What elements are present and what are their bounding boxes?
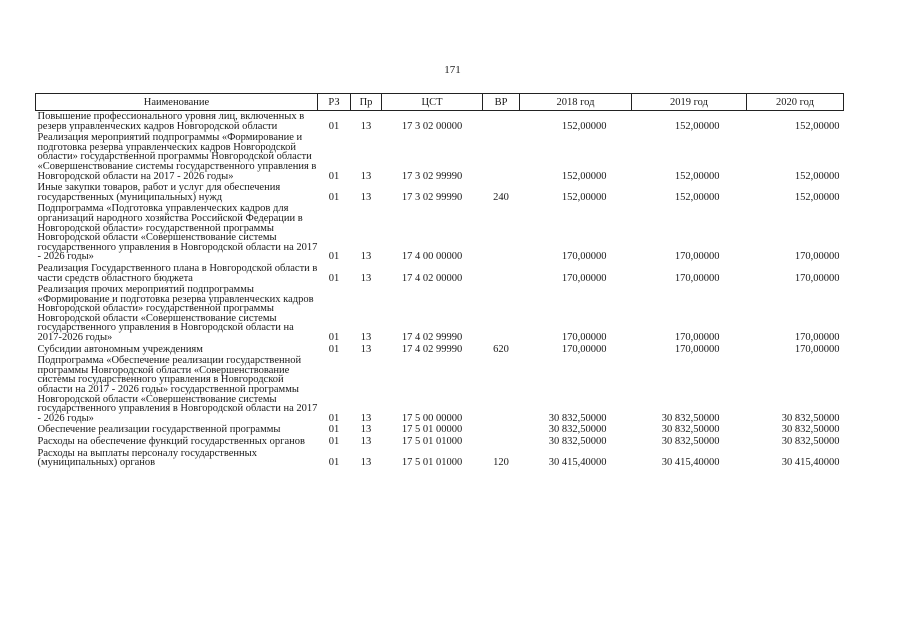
row-amount-2020: 30 832,50000: [781, 436, 840, 447]
row-rz: 01: [328, 272, 340, 284]
header-vr: ВР: [483, 94, 520, 111]
row-amount-2018: 30 832,50000: [548, 412, 607, 424]
table-row: [36, 355, 844, 424]
row-amount-2018: 152,00000: [561, 120, 607, 132]
row-pr: 13: [360, 436, 372, 447]
table-row: [36, 182, 844, 203]
row-amount-2018: 170,00000: [561, 272, 607, 284]
table-row: [36, 203, 844, 263]
table-row: [36, 132, 844, 182]
row-rz: 01: [328, 120, 340, 132]
row-pr: 13: [360, 457, 372, 469]
row-pr: 13: [360, 412, 372, 424]
row-name: Субсидии автономным учреждениям: [37, 343, 203, 355]
row-rz: 01: [328, 424, 340, 436]
row-amount-2018: 170,00000: [561, 343, 607, 355]
row-cst: 17 5 01 01000: [401, 457, 463, 469]
row-name: Реализация Государственного плана в Новгородской области в части средств областного бюджета: [37, 262, 318, 284]
header-pr: Пр: [351, 94, 382, 111]
row-name: Реализация мероприятий подпрограммы «Формирование и подготовка резерва управленческих кадров Новгородской области» государственной программы Новгородской области «Совершенствование системы государственного управления в Новгородской области на 2017 - 2026 годы»: [37, 132, 317, 182]
row-pr: 13: [360, 424, 372, 436]
row-amount-2020: 30 832,50000: [781, 424, 840, 436]
table-row: [36, 436, 844, 448]
header-name: Наименование: [36, 94, 318, 111]
row-amount-2019: 152,00000: [674, 170, 720, 182]
header-2019: 2019 год: [632, 94, 747, 111]
row-amount-2019: 30 832,50000: [661, 436, 720, 447]
row-cst: 17 4 02 99990: [401, 332, 463, 344]
row-cst: 17 4 02 99990: [401, 343, 463, 355]
header-2018: 2018 год: [520, 94, 632, 111]
row-amount-2020: 152,00000: [794, 191, 840, 203]
row-vr: 620: [493, 343, 509, 355]
header-rz: РЗ: [318, 94, 351, 111]
row-pr: 13: [360, 191, 372, 203]
row-name: Подпрограмма «Обеспечение реализации государственной программы Новгородской области «Совершенствование системы государственного управления в Новгородской области на 2017 - 2026 годы» государственной программы Новгородской области «Совершенствование системы государственного управления в Новгородской области на 2017 - 2026 годы»: [37, 355, 318, 424]
row-amount-2018: 30 415,40000: [548, 457, 607, 469]
row-vr: [483, 355, 520, 424]
row-vr: 120: [493, 457, 509, 469]
row-amount-2019: 30 832,50000: [661, 412, 720, 424]
row-rz: 01: [328, 170, 340, 182]
table-row: [36, 448, 844, 469]
row-amount-2020: 152,00000: [794, 170, 840, 182]
row-amount-2019: 170,00000: [674, 343, 720, 355]
row-vr: 240: [493, 191, 509, 203]
row-vr: [483, 436, 520, 448]
table-row: [36, 344, 844, 356]
table-row: [36, 424, 844, 436]
row-amount-2018: 30 832,50000: [548, 436, 607, 447]
header-cst: ЦСТ: [382, 94, 483, 111]
row-amount-2018: 30 832,50000: [548, 424, 607, 436]
row-amount-2019: 170,00000: [674, 272, 720, 284]
row-cst: 17 4 00 00000: [401, 251, 463, 263]
table-row: [36, 284, 844, 344]
row-amount-2020: 30 832,50000: [781, 412, 840, 424]
row-amount-2020: 170,00000: [794, 251, 840, 263]
row-rz: 01: [328, 457, 340, 469]
row-amount-2019: 152,00000: [674, 120, 720, 132]
row-vr: [483, 132, 520, 182]
row-name: Иные закупки товаров, работ и услуг для обеспечения государственных (муниципальных) нужд: [37, 182, 281, 203]
row-pr: 13: [360, 120, 372, 132]
row-amount-2020: 170,00000: [794, 332, 840, 344]
row-pr: 13: [360, 272, 372, 284]
row-vr: [483, 424, 520, 436]
row-name: Подпрограмма «Подготовка управленческих кадров для организаций народного хозяйства Российской Федерации в Новгородской области» государственной программы Новгородской области «Совершенствование системы государственного управления в Новгородской области на 2017 - 2026 годы»: [37, 203, 318, 263]
row-cst: 17 3 02 99990: [401, 170, 463, 182]
row-amount-2020: 170,00000: [794, 343, 840, 355]
row-amount-2019: 170,00000: [674, 251, 720, 263]
row-name: Реализация прочих мероприятий подпрограммы «Формирование и подготовка резерва управленческих кадров Новгородской области» государственной программы Новгородской области «Совершенствование системы государственного управления в Новгородской области на 2017-2026 годы»: [37, 284, 314, 344]
row-amount-2019: 152,00000: [674, 191, 720, 203]
row-cst: 17 5 01 00000: [401, 424, 463, 436]
row-amount-2020: 170,00000: [794, 272, 840, 284]
row-pr: 13: [360, 343, 372, 355]
row-vr: [483, 284, 520, 344]
row-amount-2018: 152,00000: [561, 170, 607, 182]
row-rz: 01: [328, 332, 340, 344]
row-amount-2019: 170,00000: [674, 332, 720, 344]
row-name: Повышение профессионального уровня лиц, включенных в резерв управленческих кадров Новгородской области: [37, 111, 305, 132]
table-row: [36, 263, 844, 284]
row-cst: 17 4 02 00000: [401, 272, 463, 284]
row-amount-2018: 170,00000: [561, 332, 607, 344]
row-cst: 17 3 02 99990: [401, 191, 463, 203]
row-cst: 17 5 00 00000: [401, 412, 463, 424]
page-number: 171: [444, 64, 461, 76]
row-pr: 13: [360, 332, 372, 344]
row-vr: [483, 263, 520, 284]
row-name: Расходы на выплаты персоналу государственных (муниципальных) органов: [37, 447, 257, 469]
row-rz: 01: [328, 251, 340, 263]
row-pr: 13: [360, 251, 372, 263]
row-vr: [483, 111, 520, 133]
header-2020: 2020 год: [747, 94, 844, 111]
row-amount-2020: 30 415,40000: [781, 457, 840, 469]
row-rz: 01: [328, 191, 340, 203]
row-amount-2018: 170,00000: [561, 251, 607, 263]
row-pr: 13: [360, 170, 372, 182]
row-amount-2019: 30 832,50000: [661, 424, 720, 436]
row-rz: 01: [328, 436, 340, 447]
row-cst: 17 3 02 00000: [401, 120, 463, 132]
row-vr: [483, 203, 520, 263]
table-row: [36, 111, 844, 133]
row-amount-2020: 152,00000: [794, 120, 840, 132]
row-name: Расходы на обеспечение функций государственных органов: [37, 436, 305, 447]
row-amount-2019: 30 415,40000: [661, 457, 720, 469]
table-header-row: [36, 94, 844, 111]
row-cst: 17 5 01 01000: [401, 436, 463, 447]
row-amount-2018: 152,00000: [561, 191, 607, 203]
row-rz: 01: [328, 412, 340, 424]
row-rz: 01: [328, 343, 340, 355]
row-name: Обеспечение реализации государственной программы: [37, 424, 281, 436]
budget-table: [35, 93, 844, 469]
